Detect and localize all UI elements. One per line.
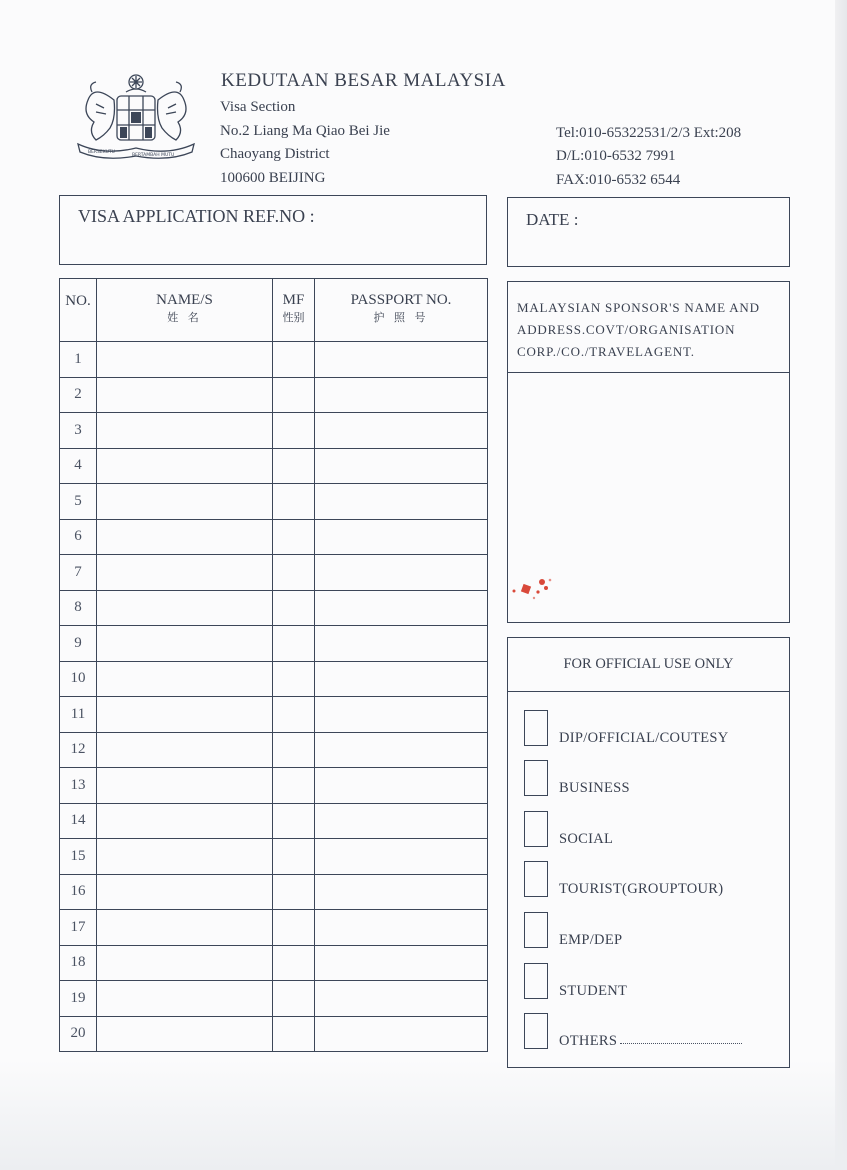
passport-cell[interactable] (315, 661, 488, 697)
table-row (60, 661, 488, 697)
checkbox[interactable] (524, 912, 548, 948)
row-number: 18 (60, 945, 97, 981)
table-row (60, 342, 488, 378)
option-label: OTHERS (559, 1033, 618, 1049)
name-cell[interactable] (97, 874, 273, 910)
table-row (60, 768, 488, 804)
name-cell[interactable] (97, 732, 273, 768)
name-cell[interactable] (97, 413, 273, 449)
row-number: 14 (60, 803, 97, 839)
passport-cell[interactable] (315, 413, 488, 449)
scan-shadow (0, 1060, 847, 1170)
coat-of-arms-icon (74, 70, 199, 165)
sponsor-box (507, 281, 790, 623)
mf-cell[interactable] (273, 981, 315, 1017)
name-cell[interactable] (97, 945, 273, 981)
others-fill-line[interactable] (620, 1043, 742, 1044)
checkbox[interactable] (524, 760, 548, 796)
row-number: 1 (60, 342, 97, 378)
official-heading-cell (508, 638, 789, 692)
option-label: TOURIST(GROUPTOUR) (559, 881, 724, 897)
name-cell[interactable] (97, 768, 273, 804)
ref-number-label: VISA APPLICATION REF.NO : (78, 206, 315, 226)
name-cell[interactable] (97, 377, 273, 413)
mf-cell[interactable] (273, 377, 315, 413)
applicants-table (59, 278, 488, 1052)
mf-cell[interactable] (273, 945, 315, 981)
row-number: 5 (60, 484, 97, 520)
mf-cell[interactable] (273, 484, 315, 520)
row-number: 7 (60, 555, 97, 591)
row-number: 10 (60, 661, 97, 697)
name-cell[interactable] (97, 484, 273, 520)
option-label: DIP/OFFICIAL/COUTESY (559, 730, 729, 746)
table-row (60, 803, 488, 839)
crest-motto-right: BERTAMBAH MUTU (132, 153, 175, 158)
crest-motto-left: BERSEKUTU (88, 150, 115, 155)
name-cell[interactable] (97, 626, 273, 662)
direct-line: D/L:010-6532 7991 (556, 148, 676, 164)
mf-cell[interactable] (273, 342, 315, 378)
row-number: 2 (60, 377, 97, 413)
ref-number-field[interactable] (59, 195, 487, 265)
passport-cell[interactable] (315, 945, 488, 981)
option-business[interactable] (524, 760, 784, 798)
mf-cell[interactable] (273, 768, 315, 804)
name-cell[interactable] (97, 448, 273, 484)
passport-cell[interactable] (315, 484, 488, 520)
checkbox[interactable] (524, 1013, 548, 1049)
row-number: 19 (60, 981, 97, 1017)
option-social[interactable] (524, 811, 784, 849)
passport-cell[interactable] (315, 377, 488, 413)
passport-cell[interactable] (315, 626, 488, 662)
mf-cell[interactable] (273, 413, 315, 449)
name-cell[interactable] (97, 803, 273, 839)
passport-cell[interactable] (315, 981, 488, 1017)
table-row (60, 732, 488, 768)
row-number: 4 (60, 448, 97, 484)
visa-section-label: Visa Section (220, 99, 296, 115)
mf-cell[interactable] (273, 590, 315, 626)
row-number: 12 (60, 732, 97, 768)
row-number: 20 (60, 1016, 97, 1052)
name-cell[interactable] (97, 342, 273, 378)
official-use-box (507, 637, 790, 1068)
name-cell[interactable] (97, 1016, 273, 1052)
address-line-3: 100600 BEIJING (220, 170, 326, 186)
passport-cell[interactable] (315, 768, 488, 804)
column-header-no: NO. (60, 279, 97, 342)
name-cell[interactable] (97, 839, 273, 875)
telephone: Tel:010-65322531/2/3 Ext:208 (556, 125, 742, 141)
mf-cell[interactable] (273, 555, 315, 591)
page-edge-shadow (835, 0, 847, 1170)
passport-cell[interactable] (315, 803, 488, 839)
mf-cell[interactable] (273, 448, 315, 484)
passport-cell[interactable] (315, 732, 488, 768)
passport-cell[interactable] (315, 590, 488, 626)
table-header-row (60, 279, 488, 342)
date-label: DATE : (526, 210, 579, 229)
name-cell[interactable] (97, 661, 273, 697)
mf-cell[interactable] (273, 839, 315, 875)
row-number: 6 (60, 519, 97, 555)
table-row (60, 448, 488, 484)
table-row (60, 839, 488, 875)
sponsor-heading-cell (508, 282, 789, 373)
column-header-names: NAME/S 姓 名 (97, 279, 273, 342)
option-student[interactable] (524, 963, 784, 1001)
column-header-mf: MF 性别 (273, 279, 315, 342)
table-row (60, 1016, 488, 1052)
table-row (60, 519, 488, 555)
mf-cell[interactable] (273, 697, 315, 733)
fax: FAX:010-6532 6544 (556, 172, 681, 188)
mf-cell[interactable] (273, 661, 315, 697)
name-cell[interactable] (97, 519, 273, 555)
passport-cell[interactable] (315, 448, 488, 484)
address-line-1: No.2 Liang Ma Qiao Bei Jie (220, 123, 390, 139)
checkbox[interactable] (524, 710, 548, 746)
table-row (60, 413, 488, 449)
row-number: 3 (60, 413, 97, 449)
row-number: 11 (60, 697, 97, 733)
address-line-2: Chaoyang District (220, 146, 330, 162)
option-label: EMP/DEP (559, 932, 623, 948)
table-row (60, 484, 488, 520)
date-field[interactable] (507, 197, 790, 267)
mf-cell[interactable] (273, 803, 315, 839)
name-cell[interactable] (97, 555, 273, 591)
mf-cell[interactable] (273, 519, 315, 555)
passport-cell[interactable] (315, 874, 488, 910)
table-row (60, 945, 488, 981)
passport-cell[interactable] (315, 555, 488, 591)
table-row (60, 874, 488, 910)
name-cell[interactable] (97, 910, 273, 946)
embassy-name: KEDUTAAN BESAR MALAYSIA (221, 70, 506, 91)
passport-cell[interactable] (315, 1016, 488, 1052)
row-number: 17 (60, 910, 97, 946)
mf-cell[interactable] (273, 910, 315, 946)
passport-cell[interactable] (315, 910, 488, 946)
official-use-title: FOR OFFICIAL USE ONLY (563, 656, 734, 672)
option-dip-official[interactable] (524, 710, 784, 748)
checkbox[interactable] (524, 811, 548, 847)
table-row (60, 555, 488, 591)
option-label: BUSINESS (559, 780, 630, 796)
name-cell[interactable] (97, 981, 273, 1017)
mf-cell[interactable] (273, 1016, 315, 1052)
row-number: 15 (60, 839, 97, 875)
option-others[interactable] (524, 1013, 784, 1051)
name-cell[interactable] (97, 590, 273, 626)
ink-stain-mark (508, 572, 578, 612)
column-header-passport: PASSPORT NO. 护 照 号 (315, 279, 488, 342)
checkbox[interactable] (524, 963, 548, 999)
option-label: STUDENT (559, 983, 628, 999)
row-number: 16 (60, 874, 97, 910)
table-row (60, 377, 488, 413)
option-emp-dep[interactable] (524, 912, 784, 950)
passport-cell[interactable] (315, 839, 488, 875)
passport-cell[interactable] (315, 342, 488, 378)
passport-cell[interactable] (315, 519, 488, 555)
option-tourist[interactable] (524, 861, 784, 899)
mf-cell[interactable] (273, 626, 315, 662)
checkbox[interactable] (524, 861, 548, 897)
table-row (60, 697, 488, 733)
table-row (60, 626, 488, 662)
row-number: 8 (60, 590, 97, 626)
name-cell[interactable] (97, 697, 273, 733)
mf-cell[interactable] (273, 732, 315, 768)
passport-cell[interactable] (315, 697, 488, 733)
row-number: 13 (60, 768, 97, 804)
option-label: SOCIAL (559, 831, 614, 847)
table-row (60, 910, 488, 946)
table-row (60, 981, 488, 1017)
mf-cell[interactable] (273, 874, 315, 910)
row-number: 9 (60, 626, 97, 662)
sponsor-heading: MALAYSIAN SPONSOR'S NAME AND ADDRESS.COVT/ORGANISATION CORP./CO./TRAVELAGENT. (517, 300, 760, 359)
table-row (60, 590, 488, 626)
